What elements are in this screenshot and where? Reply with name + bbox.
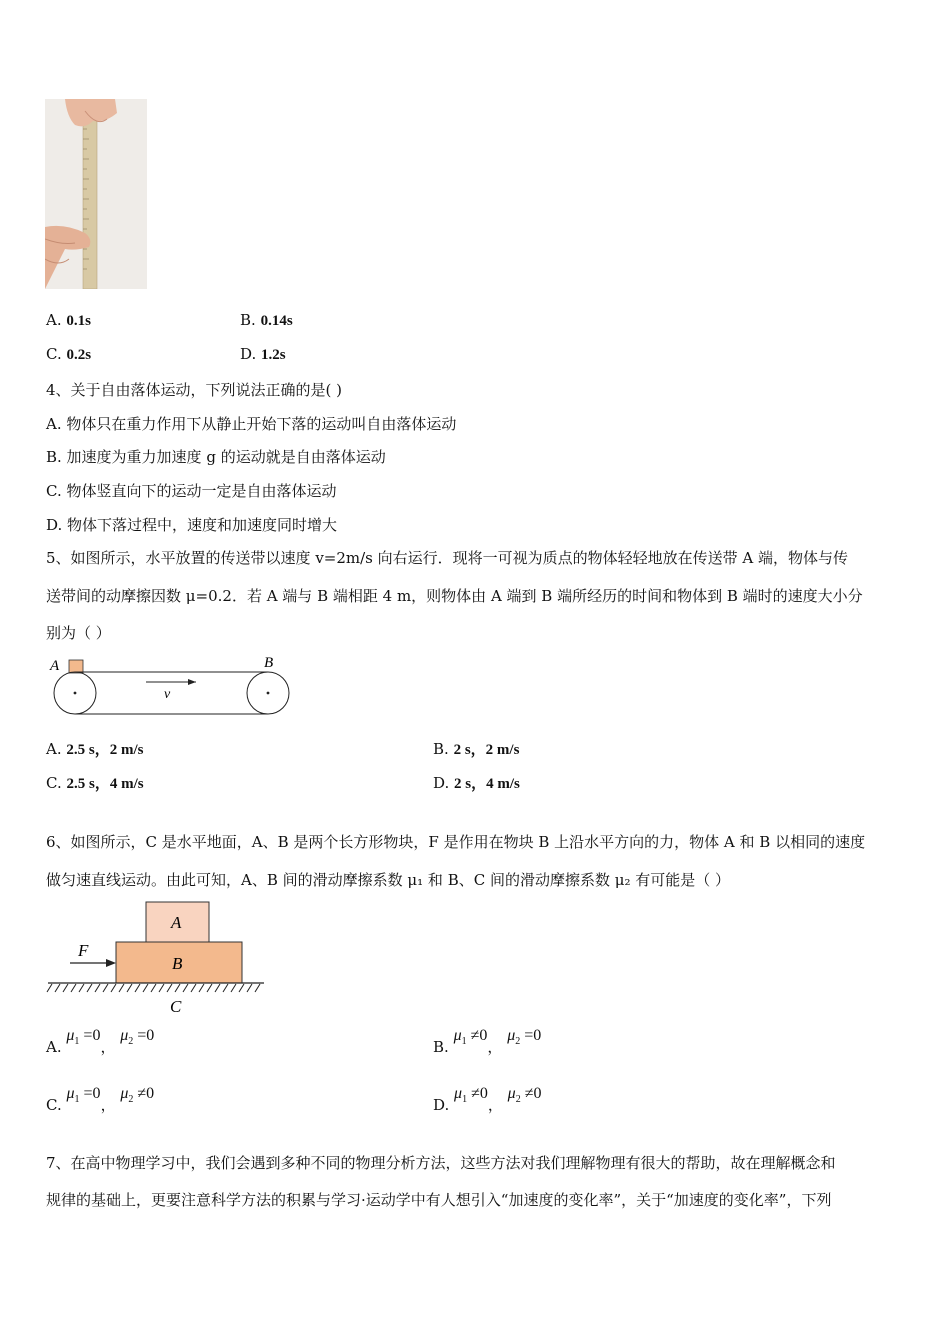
q6-option-a: A. $\mu_1 =0$， $\mu_2 =0$ xyxy=(46,1027,155,1056)
block-on-belt xyxy=(69,660,83,673)
label-v: v xyxy=(164,687,171,702)
q7-stem-line2: 规律的基础上，更要注意科学方法的积累与学习·运动学中有人想引入“加速度的变化率”，关于“加速度的变化率”，下列 xyxy=(46,1191,832,1209)
q3-option-d: D. 1.2s xyxy=(240,345,286,363)
stacked-blocks-figure xyxy=(46,900,268,1016)
q4-option-c: C. 物体竖直向下的运动一定是自由落体运动 xyxy=(46,482,337,500)
q3-option-c: C. 0.2s xyxy=(46,345,92,363)
q6-stem-line2: 做匀速直线运动。由此可知，A、B 间的滑动摩擦系数 μ₁ 和 B、C 间的滑动摩擦系数 μ₂ 有可能是（ ） xyxy=(46,871,731,889)
q5-option-d: D. 2 s，4 m/s xyxy=(433,774,520,792)
q3-option-b: B. 0.14s xyxy=(240,311,293,329)
q5-option-c: C. 2.5 s，4 m/s xyxy=(46,774,144,792)
q5-option-b: B. 2 s，2 m/s xyxy=(433,740,520,758)
q5-option-a: A. 2.5 s，2 m/s xyxy=(46,740,144,758)
label-b: B xyxy=(264,655,274,671)
label-c: C xyxy=(170,997,182,1016)
q3-option-a: A. 0.1s xyxy=(46,311,91,329)
conveyor-belt-figure xyxy=(46,652,296,720)
q4-stem: 4、关于自由落体运动，下列说法正确的是( ) xyxy=(46,381,343,399)
q6-stem-line1: 6、如图所示，C 是水平地面，A、B 是两个长方形物块，F 是作用在物块 B 上沿水平方向的力，物体 A 和 B 以相同的速度 xyxy=(46,833,866,851)
label-f: F xyxy=(78,941,89,960)
q7-stem-line1: 7、在高中物理学习中，我们会遇到多种不同的物理分析方法，这些方法对我们理解物理有很大的帮助，故在理解概念和 xyxy=(46,1154,836,1172)
q5-stem-line3: 别为（ ） xyxy=(46,624,111,642)
label-a: A xyxy=(50,658,60,674)
q5-stem-line2: 送带间的动摩擦因数 μ=0.2．若 A 端与 B 端相距 4 m，则物体由 A 端到 B 端所经历的时间和物体到 B 端时的速度大小分 xyxy=(46,587,863,605)
q4-option-a: A. 物体只在重力作用下从静止开始下落的运动叫自由落体运动 xyxy=(46,415,457,433)
q5-stem-line1: 5、如图所示，水平放置的传送带以速度 v=2m/s 向右运行．现将一可视为质点的物体轻轻地放在传送带 A 端，物体与传 xyxy=(46,549,849,567)
q6-option-b: B. $\mu_1 \ne 0$， $\mu_2 =0$ xyxy=(433,1027,542,1056)
ruler-drop-photo xyxy=(45,99,147,289)
label-a: A xyxy=(171,913,182,932)
q6-option-d: D. $\mu_1 \ne 0$， $\mu_2 \ne 0$ xyxy=(433,1085,542,1114)
q6-option-c: C. $\mu_1 =0$， $\mu_2 \ne 0$ xyxy=(46,1085,155,1114)
label-b: B xyxy=(172,954,183,973)
q4-option-b: B. 加速度为重力加速度 g 的运动就是自由落体运动 xyxy=(46,448,386,466)
q4-option-d: D. 物体下落过程中，速度和加速度同时增大 xyxy=(46,516,338,534)
